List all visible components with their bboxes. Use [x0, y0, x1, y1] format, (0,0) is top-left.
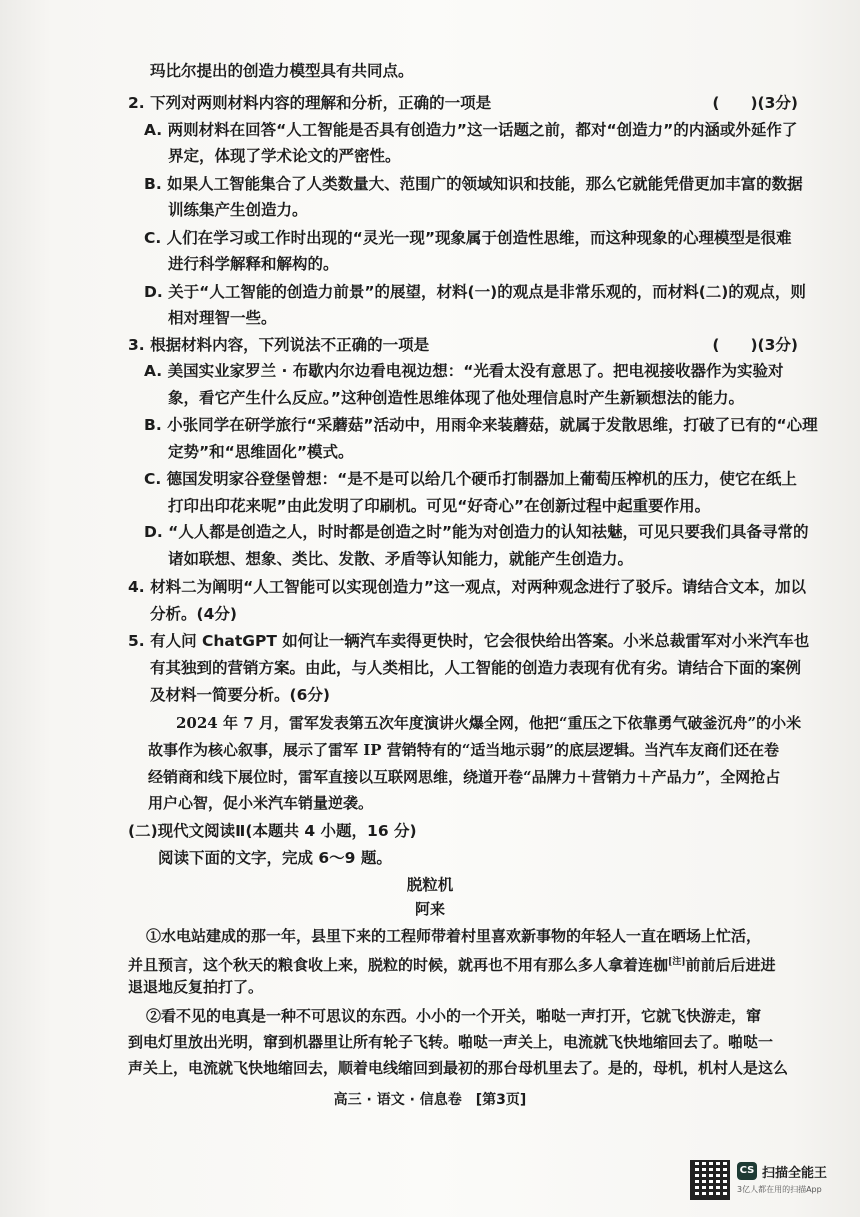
- question-3-option-d: D. “人人都是创造之人，时时都是创造之时”能为对创造力的认知祛魅，可见只要我们具备寻常的: [144, 523, 809, 541]
- article-title: 脱粒机: [406, 876, 454, 894]
- question-5-stem: 5. 有人问 ChatGPT 如何让一辆汽车卖得更快时，它会很快给出答案。小米总裁雷军对小米汽车也: [128, 632, 810, 650]
- text-line: 有其独到的营销方案。由此，与人类相比，人工智能的创造力表现有优有劣。请结合下面的案例: [150, 659, 802, 677]
- question-4-stem: 4. 材料二为阐明“人工智能可以实现创造力”这一观点，对两种观念进行了驳斥。请结合文本，加以: [128, 578, 806, 596]
- article-text: 退退地反复拍打了。: [128, 978, 264, 996]
- article-text-part: 并且预言，这个秋天的粮食收上来，脱粒的时候，就再也不用有那么多人拿着连枷: [128, 956, 669, 974]
- question-2-points: ( )(3分): [712, 94, 798, 112]
- article-paragraph-1: ①水电站建成的那一年，县里下来的工程师带着村里喜欢新事物的年轻人一直在晒场上忙活，: [146, 927, 762, 945]
- text-line: 打印出印花来呢”由此发明了印刷机。可见“好奇心”在创新过程中起重要作用。: [168, 497, 711, 515]
- article-author: 阿来: [414, 900, 445, 918]
- camscanner-logo-icon: CS: [737, 1162, 757, 1180]
- scanner-tagline: 3亿人都在用的扫描App: [737, 1185, 822, 1194]
- text-line: 相对理智一些。: [168, 309, 277, 327]
- qr-code-icon: [690, 1160, 730, 1200]
- scanner-watermark: [690, 1160, 850, 1208]
- case-text: 2024 年 7 月，雷军发表第五次年度演讲火爆全网，他把“重压之下依靠勇气破釜沉舟”的小米: [176, 714, 802, 732]
- question-3-option-a: A. 美国实业家罗兰 · 布歇内尔边看电视边想：“光看太没有意思了。把电视接收器作为实验对: [144, 362, 784, 380]
- article-text: 声关上，电流就飞快地缩回去，顺着电线缩回到最初的那台母机里去了。是的，母机，机村人是这么: [128, 1059, 789, 1077]
- article-text: [128, 951, 860, 976]
- text-line: 训练集产生创造力。: [168, 201, 308, 219]
- question-2-stem: 2. 下列对两则材料内容的理解和分析，正确的一项是: [128, 94, 492, 112]
- question-2-option-a: A. 两则材料在回答“人工智能是否具有创造力”这一话题之前，都对“创造力”的内涵或外延作了: [144, 121, 798, 139]
- text-line: 定势”和“思维固化”模式。: [168, 443, 354, 461]
- case-text: 经销商和线下展位时，雷军直接以互联网思维，绕道开卷“品牌力＋营销力＋产品力”，全网抢占: [148, 768, 781, 786]
- text-line: 及材料一简要分析。(6分): [150, 686, 330, 704]
- footnote-mark: [注]: [668, 957, 686, 967]
- text-line: 分析。(4分): [150, 605, 237, 623]
- scanner-name: 扫描全能王: [762, 1166, 828, 1181]
- text-line: 诸如联想、想象、类比、发散、矛盾等认知能力，就能产生创造力。: [168, 550, 634, 568]
- page-footer: 高三 · 语文 · 信息卷 [第3页]: [333, 1092, 527, 1108]
- question-3-stem: 3. 根据材料内容，下列说法不正确的一项是: [128, 336, 430, 354]
- article-text: 到电灯里放出光明，窜到机器里让所有轮子飞转。啪哒一声关上，电流就飞快地缩回去了。啪哒一: [128, 1033, 774, 1051]
- case-text: 故事作为核心叙事，展示了雷军 IP 营销特有的“适当地示弱”的底层逻辑。当汽车友商们还在卷: [148, 741, 780, 759]
- question-2-option-b: B. 如果人工智能集合了人类数量大、范围广的领域知识和技能，那么它就能凭借更加丰富的数据: [144, 175, 803, 193]
- section-heading: (二)现代文阅读Ⅱ(本题共 4 小题，16 分): [128, 822, 417, 840]
- article-text-part: 前前后后进进: [685, 956, 776, 974]
- question-2-option-d: D. 关于“人工智能的创造力前景”的展望，材料(一)的观点是非常乐观的，而材料(二)的观点，则: [144, 283, 806, 301]
- question-3-option-c: C. 德国发明家谷登堡曾想：“是不是可以给几个硬币打制器加上葡萄压榨机的压力，使它在纸上: [144, 470, 797, 488]
- article-paragraph-2: ②看不见的电真是一种不可思议的东西。小小的一个开关，啪哒一声打开，它就飞快游走，窜: [146, 1007, 762, 1025]
- case-text: 用户心智，促小米汽车销量逆袭。: [148, 794, 374, 812]
- text-line: 界定，体现了学术论文的严密性。: [168, 147, 401, 165]
- text-line: 玛比尔提出的创造力模型具有共同点。: [150, 62, 414, 80]
- text-line: 进行科学解释和解构的。: [168, 255, 339, 273]
- section-instruction: 阅读下面的文字，完成 6～9 题。: [158, 849, 392, 867]
- text-line: 象，看它产生什么反应。”这种创造性思维体现了他处理信息时产生新颖想法的能力。: [168, 389, 744, 407]
- question-3-option-b: B. 小张同学在研学旅行“采蘑菇”活动中，用雨伞来装蘑菇，就属于发散思维，打破了已有的“心理: [144, 416, 818, 434]
- question-3-points: ( )(3分): [712, 336, 798, 354]
- question-2-option-c: C. 人们在学习或工作时出现的“灵光一现”现象属于创造性思维，而这种现象的心理模型是很难: [144, 229, 792, 247]
